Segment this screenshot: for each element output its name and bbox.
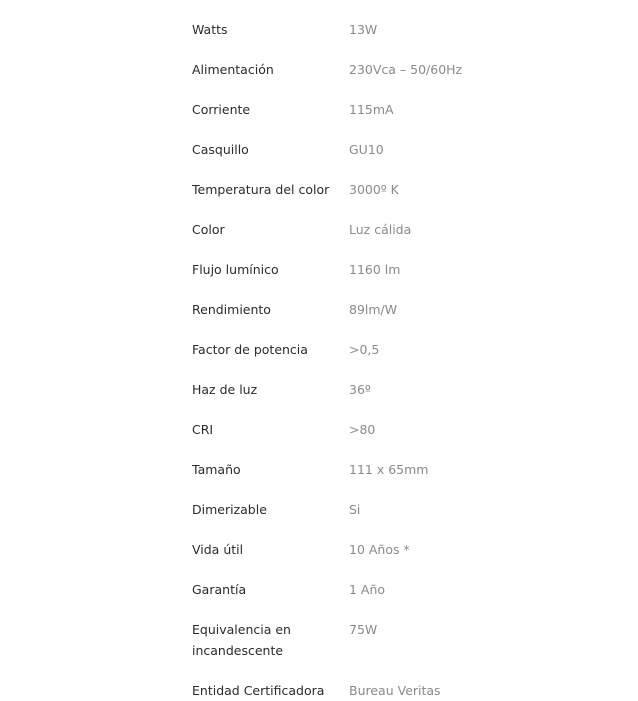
spec-value: Si bbox=[349, 502, 361, 517]
spec-value: 115mA bbox=[349, 102, 394, 117]
spec-table bbox=[192, 0, 492, 701]
spec-value: 13W bbox=[349, 22, 378, 37]
spec-label: Alimentación bbox=[192, 62, 274, 77]
spec-label: Color bbox=[192, 222, 225, 237]
spec-row-tamano bbox=[192, 440, 492, 480]
spec-label: Flujo lumínico bbox=[192, 262, 279, 277]
spec-value: 1160 lm bbox=[349, 262, 401, 277]
spec-value: 3000º K bbox=[349, 182, 399, 197]
spec-value: 89lm/W bbox=[349, 302, 398, 317]
spec-value: >80 bbox=[349, 422, 376, 437]
spec-value: 230Vca – 50/60Hz bbox=[349, 62, 463, 77]
spec-label: Temperatura del color bbox=[192, 182, 330, 197]
spec-value: 75W bbox=[349, 622, 378, 637]
spec-row-haz bbox=[192, 360, 492, 400]
spec-row-cri bbox=[192, 400, 492, 440]
spec-label: Garantía bbox=[192, 582, 247, 597]
spec-row-entidad bbox=[192, 661, 492, 701]
spec-row-flujo bbox=[192, 240, 492, 280]
spec-row-rendimiento bbox=[192, 280, 492, 320]
spec-value: 1 Año bbox=[349, 582, 386, 597]
spec-row-garantia bbox=[192, 560, 492, 600]
spec-label: Entidad Certificadora bbox=[192, 683, 325, 698]
spec-label: Equivalencia en incandescente bbox=[192, 622, 291, 658]
spec-label: Vida útil bbox=[192, 542, 244, 557]
spec-label: CRI bbox=[192, 422, 214, 437]
spec-label: Haz de luz bbox=[192, 382, 258, 397]
spec-label: Tamaño bbox=[192, 462, 241, 477]
spec-value: 36º bbox=[349, 382, 371, 397]
spec-value: 111 x 65mm bbox=[349, 462, 429, 477]
spec-value: GU10 bbox=[349, 142, 384, 157]
spec-label: Watts bbox=[192, 22, 228, 37]
spec-row-corriente bbox=[192, 80, 492, 120]
spec-label: Rendimiento bbox=[192, 302, 271, 317]
spec-row-casquillo bbox=[192, 120, 492, 160]
spec-label: Factor de potencia bbox=[192, 342, 308, 357]
spec-row-dimerizable bbox=[192, 480, 492, 520]
spec-value: 10 Años * bbox=[349, 542, 410, 557]
spec-row-temperatura bbox=[192, 160, 492, 200]
spec-row-factor bbox=[192, 320, 492, 360]
spec-row-color bbox=[192, 200, 492, 240]
spec-label: Corriente bbox=[192, 102, 251, 117]
spec-row-vida-util bbox=[192, 520, 492, 560]
spec-row-alimentacion bbox=[192, 40, 492, 80]
spec-label: Casquillo bbox=[192, 142, 249, 157]
spec-value: >0,5 bbox=[349, 342, 380, 357]
spec-value: Bureau Veritas bbox=[349, 683, 441, 698]
spec-row-equivalencia bbox=[192, 600, 492, 661]
spec-row-watts bbox=[192, 0, 492, 40]
spec-label: Dimerizable bbox=[192, 502, 267, 517]
spec-value: Luz cálida bbox=[349, 222, 412, 237]
